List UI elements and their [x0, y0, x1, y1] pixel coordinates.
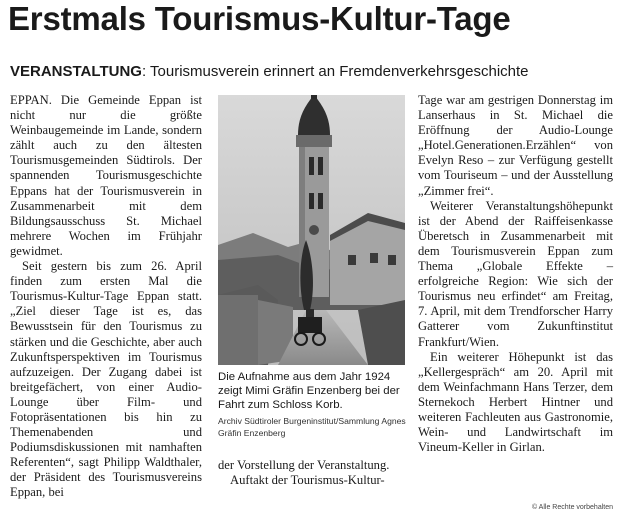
article-paragraph: Seit gestern bis zum 26. April finden zum ersten Mal die Tourismus-Kultur-Tage Eppan statt. „Ziel dieser Tage ist es, das Bewusstsein für den Tourismus zu stärken und die Geschichte, aber auch Zukunftsperspektiven im Tourismus aufzuzeigen. Der Zugang dabei ist breitgefächert, von einer Audio-Lounge über Film- und Fotopräsentationen bis hin zu Themenabenden und Podiumsdiskussionen mit namhaften Referenten“, sagt Philipp Waldthaler, der Präsident des Tourismusvereins Eppan, bei — [10, 259, 202, 500]
subheadline-kicker: VERANSTALTUNG — [10, 63, 142, 80]
copyright-notice: © Alle Rechte vorbehalten — [531, 504, 613, 511]
article-column-3 — [418, 93, 613, 455]
article-column-1 — [10, 93, 202, 501]
article-paragraph: Auftakt der Tourismus-Kultur- — [230, 473, 385, 488]
headline: Erstmals Tourismus-Kultur-Tage — [8, 0, 511, 37]
article-column-2 — [218, 458, 404, 488]
article-paragraph: EPPAN. Die Gemeinde Eppan ist nicht nur die größte Weinbaugemeinde im Lande, sondern zählt auch zu den ältesten Tourismusgemeinden Südtirols. Der spannenden Tourismusgeschichte Eppans hat der Tourismusverein in Zusammenarbeit mit dem Bildungsausschuss St. Michael mehrere Wochen im Frühjahr gewidmet. — [10, 93, 202, 258]
subheadline-text: : Tourismusverein erinnert an Fremdenverkehrsgeschichte — [141, 63, 529, 80]
article-paragraph: Ein weiterer Höhepunkt ist das „Kellergespräch“ am 20. April mit dem Weinfachmann Hans Terzer, dem Sternekoch Herbert Hintner und weiteren Fachleuten aus Gastronomie, Wein- und Landwirtschaft im Vineum-Keller in Girlan. — [418, 349, 613, 455]
subheadline — [10, 63, 529, 80]
article-paragraph: Tage war am gestrigen Donnerstag im Lanserhaus in St. Michael die Eröffnung der Audio-Lounge „Hotel.Generationen.Erzählen“ von Evelyn Reso – zur Verfügung gestellt vom Touriseum – und der Ausstellung „Zimmer frei“. — [418, 93, 613, 198]
photo-caption: Die Aufnahme aus dem Jahr 1924 zeigt Mimi Gräfin Enzenberg bei der Fahrt zum Schloss Korb. — [218, 371, 400, 411]
article-paragraph: der Vorstellung der Veranstaltung. — [218, 458, 390, 472]
article-paragraph: Weiterer Veranstaltungshöhepunkt ist der Abend der Raiffeisenkasse Überetsch in Zusammenarbeit mit dem Tourismusverein Eppan zum Thema „Globale Effekte – erfolgreiche Region: Wie sich der Tourismus neu erfindet“ am Freitag, 7. April, mit dem Trendforscher Harry Gatterer vom Zukunftinstitut Frankfurt/Wien. — [418, 198, 613, 349]
historic-photo-image — [218, 95, 405, 365]
photo-credit: Archiv Südtiroler Burgeninstitut/Sammlung Agnes Gräfin Enzenberg — [218, 416, 406, 438]
historic-photo — [218, 95, 405, 365]
